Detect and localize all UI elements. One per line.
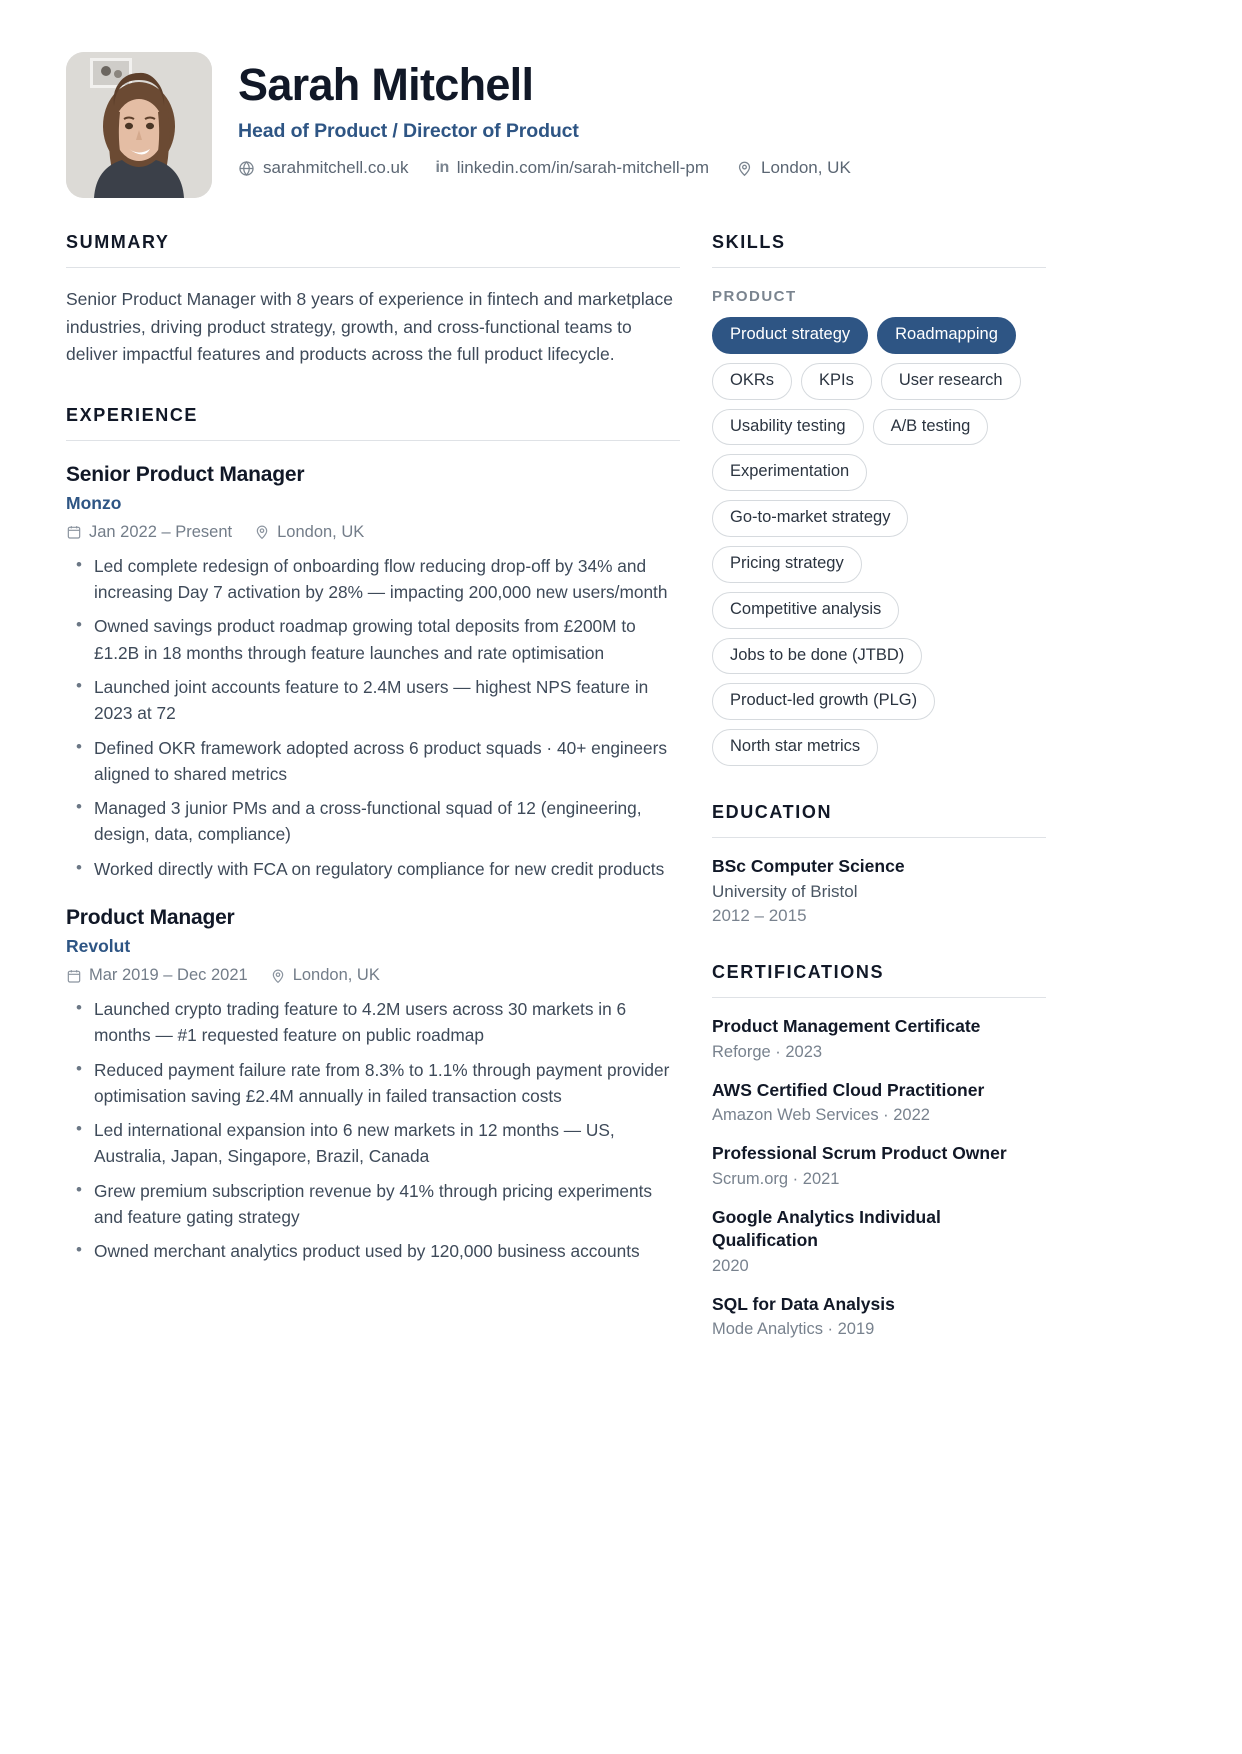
summary-section: [66, 232, 680, 369]
bullet: • Led complete redesign of onboarding flow reducing drop-off by 34% and increasing Day 7 activation by 28% — impacting 200,000 new users/month: [66, 553, 680, 606]
bullet: • Launched joint accounts feature to 2.4M users — highest NPS feature in 2023 at 72: [66, 674, 680, 727]
experience-role: Senior Product Manager: [66, 462, 305, 486]
divider: [712, 997, 1046, 998]
education-years: 2012 – 2015: [712, 905, 807, 925]
certifications-heading: CERTIFICATIONS: [712, 961, 885, 982]
experience-heading: EXPERIENCE: [66, 404, 199, 425]
experience-dates-text: Jan 2022 – Present: [89, 522, 233, 541]
map-pin-icon: [254, 524, 270, 540]
certifications-section: [712, 962, 1046, 1340]
calendar-icon: [66, 968, 82, 984]
skill-pill[interactable]: User research: [881, 363, 1021, 400]
experience-location-text: London, UK: [292, 966, 380, 985]
education-item: [712, 856, 1046, 926]
experience-dates: [66, 523, 232, 542]
education-degree: BSc Computer Science: [712, 855, 905, 876]
certification-meta: Scrum.org · 2021: [712, 1170, 840, 1189]
skill-pill[interactable]: Go-to-market strategy: [712, 500, 908, 537]
skill-pill[interactable]: A/B testing: [873, 409, 989, 446]
experience-location-text: London, UK: [277, 522, 365, 541]
skill-pill[interactable]: Experimentation: [712, 454, 867, 491]
experience-company[interactable]: Monzo: [66, 492, 122, 513]
skill-pill[interactable]: KPIs: [801, 363, 872, 400]
certification-name: Professional Scrum Product Owner: [712, 1143, 1007, 1164]
skill-pill[interactable]: North star metrics: [712, 729, 878, 766]
certification-item: [712, 1206, 1046, 1276]
contact-website-text: sarahmitchell.co.uk: [263, 158, 409, 178]
bullet: • Defined OKR framework adopted across 6 product squads · 40+ engineers aligned to shared metrics: [66, 735, 680, 788]
experience-role: Product Manager: [66, 906, 235, 930]
skill-pill[interactable]: Product strategy: [712, 317, 868, 354]
certification-item: [712, 1293, 1046, 1340]
experience-dates: [66, 966, 248, 985]
skill-pill[interactable]: Competitive analysis: [712, 592, 899, 629]
experience-section: [66, 405, 680, 1265]
avatar: [66, 52, 212, 198]
calendar-icon: [66, 524, 82, 540]
certification-name: SQL for Data Analysis: [712, 1293, 895, 1314]
certification-item: [712, 1015, 1046, 1062]
contact-linkedin[interactable]: [436, 158, 709, 178]
divider: [712, 267, 1046, 268]
globe-icon: [238, 160, 255, 177]
experience-bullets: [66, 996, 680, 1265]
bullet: • Led international expansion into 6 new markets in 12 months — US, Australia, Japan, Singapore, Brazil, Canada: [66, 1117, 680, 1170]
certification-name: AWS Certified Cloud Practitioner: [712, 1079, 985, 1100]
bullet: • Reduced payment failure rate from 8.3% to 1.1% through payment provider optimisation saving £2.4M annually in failed transaction costs: [66, 1057, 680, 1110]
education-school: University of Bristol: [712, 881, 858, 901]
certification-meta: 2020: [712, 1256, 749, 1275]
linkedin-icon: in: [435, 159, 449, 177]
contact-location: [736, 158, 851, 178]
body-columns: [66, 232, 1176, 1339]
bullet: • Managed 3 junior PMs and a cross-functional squad of 12 (engineering, design, data, compliance): [66, 795, 680, 848]
certification-name: Google Analytics Individual Qualification: [712, 1207, 941, 1250]
skill-pill[interactable]: OKRs: [712, 363, 792, 400]
bullet: • Grew premium subscription revenue by 41% through pricing experiments and feature gating strategy: [66, 1178, 680, 1231]
summary-text: Senior Product Manager with 8 years of experience in fintech and marketplace industries, driving product strategy, growth, and cross-functional teams to deliver impactful features and products across the full product lifecycle.: [66, 289, 673, 365]
skill-pill[interactable]: Jobs to be done (JTBD): [712, 638, 922, 675]
experience-location: [270, 966, 380, 985]
certification-meta: Mode Analytics · 2019: [712, 1320, 875, 1339]
divider: [66, 440, 680, 441]
bullet: • Worked directly with FCA on regulatory compliance for new credit products: [66, 856, 680, 882]
map-pin-icon: [736, 160, 753, 177]
skills-heading: SKILLS: [712, 232, 786, 252]
certification-name: Product Management Certificate: [712, 1015, 981, 1036]
header-text: [238, 52, 1176, 178]
experience-item: [66, 906, 680, 1265]
skill-pill[interactable]: Usability testing: [712, 409, 864, 446]
side-column: [712, 232, 1046, 1339]
certification-item: [712, 1142, 1046, 1189]
contact-website[interactable]: [238, 158, 409, 178]
page-title: Sarah Mitchell: [238, 59, 534, 110]
divider: [712, 837, 1046, 838]
experience-company[interactable]: Revolut: [66, 936, 131, 957]
certification-meta: Reforge · 2023: [712, 1042, 823, 1061]
main-column: [66, 232, 680, 1339]
certification-item: [712, 1079, 1046, 1126]
skills-group-label: PRODUCT: [712, 288, 797, 305]
bullet: • Launched crypto trading feature to 4.2M users across 30 markets in 6 months — #1 requested feature on public roadmap: [66, 996, 680, 1049]
contact-location-text: London, UK: [761, 158, 851, 178]
contact-row: [238, 158, 1176, 178]
experience-bullets: [66, 553, 680, 882]
experience-meta: [66, 523, 680, 542]
divider: [66, 267, 680, 268]
contact-linkedin-text: linkedin.com/in/sarah-mitchell-pm: [456, 158, 709, 178]
headline: Head of Product / Director of Product: [238, 120, 579, 143]
bullet: • Owned savings product roadmap growing total deposits from £200M to £1.2B in 18 months through feature launches and rate optimisation: [66, 613, 680, 666]
skill-pill[interactable]: Product-led growth (PLG): [712, 683, 935, 720]
map-pin-icon: [270, 968, 286, 984]
education-heading: EDUCATION: [712, 801, 833, 822]
skills-section: [712, 232, 1046, 766]
experience-dates-text: Mar 2019 – Dec 2021: [89, 966, 248, 985]
resume-header: [66, 52, 1176, 212]
experience-meta: [66, 966, 680, 985]
summary-heading: SUMMARY: [66, 232, 170, 252]
skill-pill[interactable]: Pricing strategy: [712, 546, 862, 583]
skill-pill[interactable]: Roadmapping: [877, 317, 1016, 354]
education-section: [712, 802, 1046, 926]
experience-item: [66, 463, 680, 882]
bullet: • Owned merchant analytics product used by 120,000 business accounts: [66, 1238, 680, 1264]
experience-location: [254, 523, 364, 542]
certification-meta: Amazon Web Services · 2022: [712, 1106, 930, 1125]
skills-pill-list: [712, 317, 1046, 766]
